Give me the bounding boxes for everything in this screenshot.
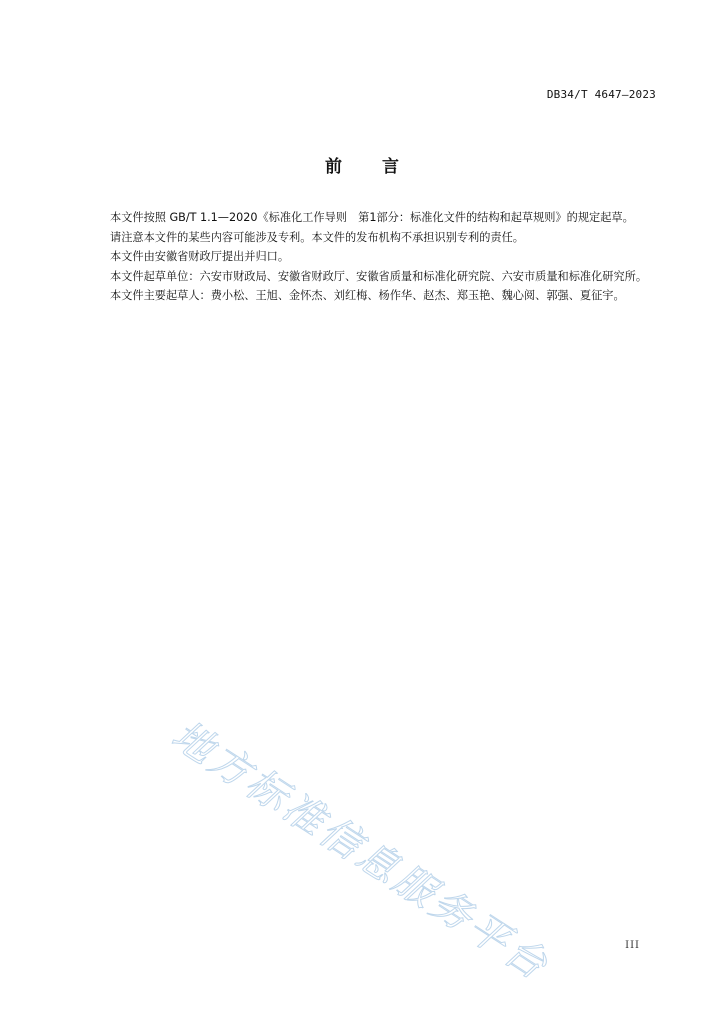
page-number: III [625, 940, 640, 951]
paragraph-drafting-rules: 本文件按照 GB/T 1.1—2020《标准化工作导则 第1部分：标准化文件的结构和起草规则》的规定起草。 [110, 211, 634, 224]
watermark: 地方标准信息服务平台 [163, 712, 558, 991]
paragraph-drafting-units: 本文件起草单位：六安市财政局、安徽省财政厅、安徽省质量和标准化研究院、六安市质量和标准化研究所。 [110, 269, 648, 283]
foreword-body [88, 208, 658, 306]
section-title: 前言 [325, 157, 439, 177]
paragraph-patent-notice: 请注意本文件的某些内容可能涉及专利。本文件的发布机构不承担识别专利的责任。 [110, 230, 524, 244]
document-code: DB34/T 4647—2023 [546, 88, 656, 101]
paragraph-proposer: 本文件由安徽省财政厅提出并归口。 [110, 250, 290, 263]
paragraph-drafters: 本文件主要起草人：费小松、王旭、金怀杰、刘红梅、杨作华、赵杰、郑玉艳、魏心阅、郭强、夏征宇。 [110, 289, 625, 302]
